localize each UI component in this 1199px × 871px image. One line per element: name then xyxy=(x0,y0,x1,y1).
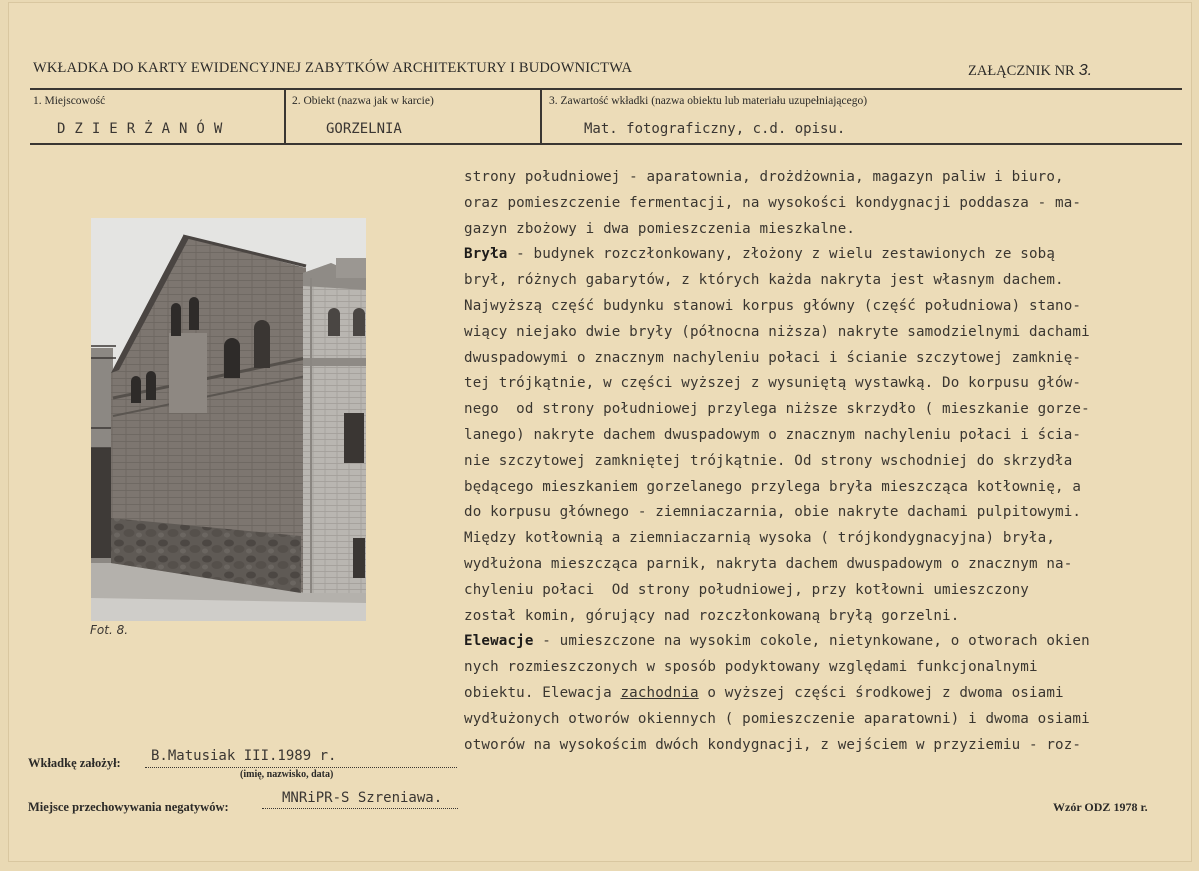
storage-value: MNRiPR-S Szreniawa. xyxy=(282,790,443,806)
line-text: - umieszczone na wysokim cokole, nietynkowane, o otworach okien xyxy=(533,633,1090,650)
description-line xyxy=(464,707,1184,733)
description-line xyxy=(464,655,1184,681)
locality-value: DZIERŻANÓW xyxy=(57,121,232,137)
description-line xyxy=(464,733,1184,759)
author-hint: (imię, nazwisko, data) xyxy=(240,769,334,780)
section-heading: Elewacje xyxy=(464,633,534,650)
description-line xyxy=(464,681,1184,707)
line-text: nych rozmieszczonych w sposób podyktowany względami funkcjonalnymi xyxy=(464,659,1038,676)
line-text: otworów na wysokościm dwóch kondygnacji, z wejściem w przyziemiu - roz- xyxy=(464,736,1082,753)
line-text: nego od strony południowej przylega niższe skrzydło ( mieszkanie gorze- xyxy=(464,401,1090,418)
header-rule xyxy=(30,88,1182,90)
locality-label: 1. Miejscowość xyxy=(33,95,106,107)
underlined-word: zachodnia xyxy=(620,684,699,701)
contents-label: 3. Zawartość wkładki (nazwa obiektu lub materiału uzupełniającego) xyxy=(549,95,868,107)
line-text: został komin, górujący nad rozczłonkowaną bryłą gorzelni. xyxy=(464,607,960,624)
description-line xyxy=(464,526,1184,552)
line-text: lanego) nakryte dachem dwuspadowym o znacznym nachyleniu połaci i ścia- xyxy=(464,426,1082,443)
line-text: Między kotłownią a ziemniaczarnią wysoka ( trójkondygnacyjna) bryła, xyxy=(464,530,1056,547)
annex-number-value: 3. xyxy=(1078,62,1093,79)
field-divider xyxy=(284,90,286,144)
description-line xyxy=(464,475,1184,501)
photo-caption: Fot. 8. xyxy=(90,623,129,637)
description-line xyxy=(464,371,1184,397)
section-heading: Bryła xyxy=(464,246,508,263)
line-text: chyleniu połaci Od strony południowej, przy kotłowni umieszczony xyxy=(464,581,1029,598)
description-line xyxy=(464,165,1184,191)
description-line xyxy=(464,397,1184,423)
description-line xyxy=(464,604,1184,630)
description-line xyxy=(464,346,1184,372)
form-title: WKŁADKA DO KARTY EWIDENCYJNEJ ZABYTKÓW ARCHITEKTURY I BUDOWNICTWA xyxy=(33,60,633,76)
description-line xyxy=(464,629,1184,655)
line-text: tej trójkątnie, w części wyższej z wysuniętą wystawką. Do korpusu głów- xyxy=(464,375,1082,392)
line-text: oraz pomieszczenie fermentacji, na wysokości kondygnacji poddasza - ma- xyxy=(464,194,1082,211)
storage-label: Miejsce przechowywania negatywów: xyxy=(28,800,229,814)
line-text: wydłużonych otworów okiennych ( pomieszczenie aparatowni) i dwoma osiami xyxy=(464,710,1090,727)
description-line xyxy=(464,191,1184,217)
description-line xyxy=(464,294,1184,320)
line-text: o wyższej części środkowej z dwoma osiami xyxy=(698,684,1064,701)
field-divider xyxy=(540,90,542,144)
author-dotted-line xyxy=(145,767,457,768)
line-text: będącego mieszkaniem gorzelanego przylega bryła mieszcząca kotłownię, a xyxy=(464,478,1082,495)
line-text: do korpusu głównego - ziemniaczarnia, obie nakryte dachami pulpitowymi. xyxy=(464,504,1082,521)
author-value: B.Matusiak III.1989 r. xyxy=(151,748,337,764)
line-text: wiący niejako dwie bryły (północna niższa) nakryte samodzielnymi dachami xyxy=(464,323,1090,340)
description-line xyxy=(464,449,1184,475)
form-model: Wzór ODZ 1978 r. xyxy=(1053,800,1148,814)
line-text: nie szczytowej zamkniętej trójkątnie. Od strony wschodniej do skrzydła xyxy=(464,452,1073,469)
description-line xyxy=(464,500,1184,526)
line-text: - budynek rozczłonkowany, złożony z wielu zestawionych ze sobą xyxy=(507,246,1056,263)
line-text: Najwyższą część budynku stanowi korpus główny (część południowa) stano- xyxy=(464,297,1082,314)
line-text: gazyn zbożowy i dwa pomieszczenia mieszkalne. xyxy=(464,220,856,237)
line-text: wydłużona mieszcząca parnik, nakryta dachem dwuspadowym o znacznym na- xyxy=(464,555,1073,572)
description-line xyxy=(464,268,1184,294)
line-text: brył, różnych gabarytów, z których każda nakryta jest własnym dachem. xyxy=(464,272,1064,289)
building-photo-image xyxy=(91,218,366,621)
line-text: strony południowej - aparatownia, drożdżownia, magazyn paliw i biuro, xyxy=(464,169,1064,185)
fields-rule xyxy=(30,143,1182,145)
description-line xyxy=(464,242,1184,268)
author-label: Wkładkę założył: xyxy=(28,756,121,770)
description-line xyxy=(464,320,1184,346)
line-text: dwuspadowymi o znacznym nachyleniu połaci i ścianie szczytowej zamknię- xyxy=(464,349,1082,366)
annex-number xyxy=(968,62,1092,80)
object-value: GORZELNIA xyxy=(326,121,402,137)
description-line xyxy=(464,552,1184,578)
description-text xyxy=(464,165,1184,758)
object-label: 2. Obiekt (nazwa jak w karcie) xyxy=(292,95,434,107)
storage-dotted-line xyxy=(262,808,458,809)
description-line xyxy=(464,423,1184,449)
description-line xyxy=(464,217,1184,243)
description-line xyxy=(464,578,1184,604)
building-photo xyxy=(91,218,366,621)
contents-value: Mat. fotograficzny, c.d. opisu. xyxy=(584,121,846,137)
line-text: obiektu. Elewacja xyxy=(464,684,621,701)
annex-label: ZAŁĄCZNIK NR xyxy=(968,63,1075,79)
